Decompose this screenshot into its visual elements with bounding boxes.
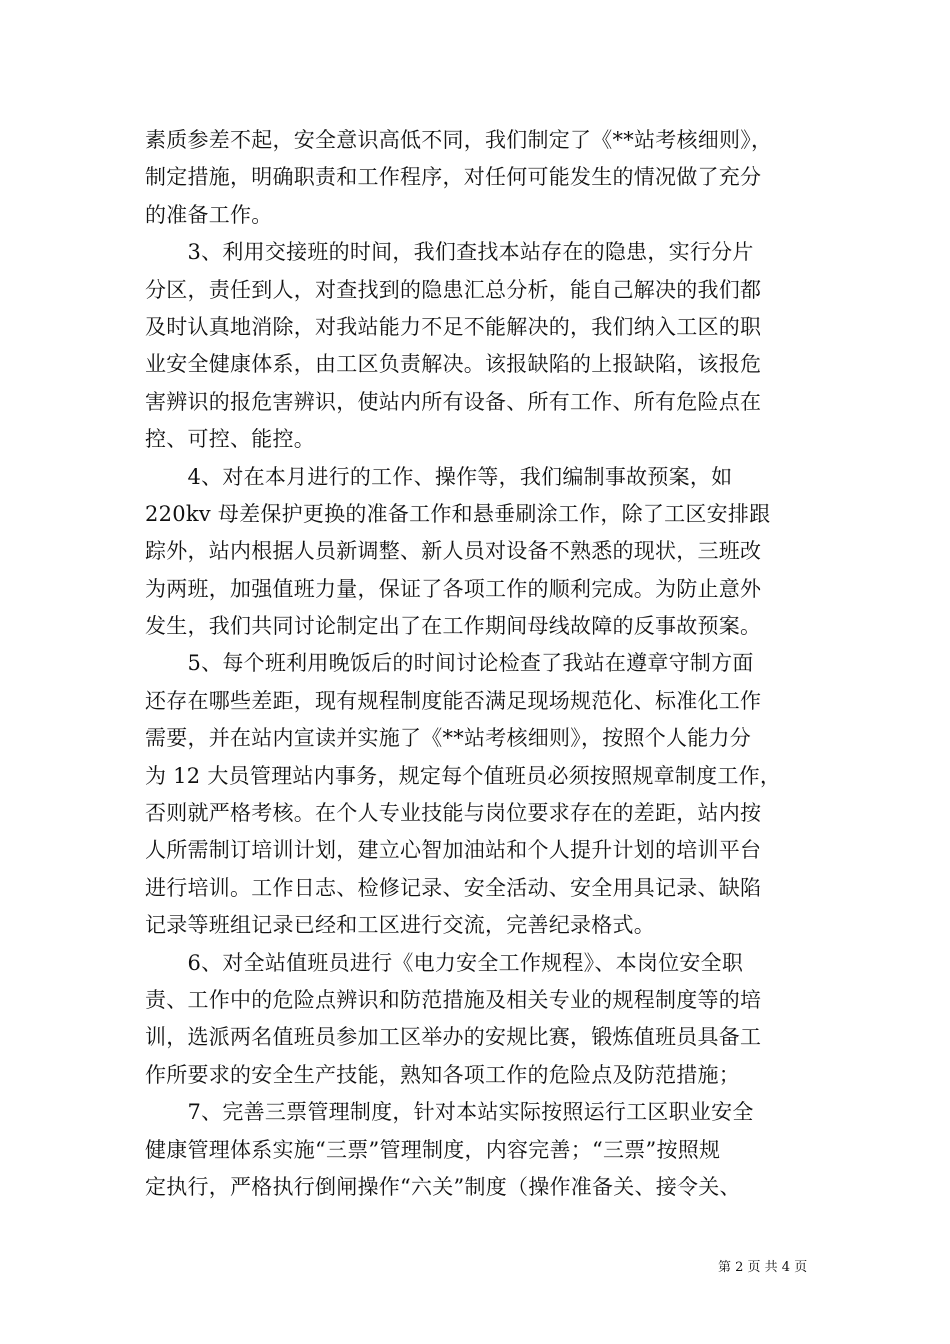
text-line: 业安全健康体系，由工区负责解决。该报缺陷的上报缺陷，该报危 — [145, 352, 762, 377]
text-line: 4、对在本月进行的工作、操作等，我们编制事故预案，如 — [145, 464, 733, 489]
text-line: 为两班，加强值班力量，保证了各项工作的顺利完成。为防止意外 — [145, 576, 762, 601]
text-line: 7、完善三票管理制度，针对本站实际按照运行工区职业安全 — [145, 1100, 754, 1125]
text-line: 还存在哪些差距，现有规程制度能否满足现场规范化、标准化工作 — [145, 688, 762, 713]
text-line: 5、每个班利用晚饭后的时间讨论检查了我站在遵章守制方面 — [145, 651, 754, 676]
text-line: 6、对全站值班员进行《电力安全工作规程》、本岗位安全职 — [145, 950, 744, 975]
text-line: 否则就严格考核。在个人专业技能与岗位要求存在的差距，站内按 — [145, 801, 762, 826]
text-line: 素质参差不起，安全意识高低不同，我们制定了《**站考核细则》， — [145, 128, 773, 152]
text-line: 需要，并在站内宣读并实施了《**站考核细则》，按照个人能力分 — [145, 726, 751, 751]
text-line: 分区，责任到人，对查找到的隐患汇总分析，能自己解决的我们都 — [145, 277, 762, 302]
text-line: 人所需制订培训计划，建立心智加油站和个人提升计划的培训平台 — [145, 838, 762, 863]
text-line: 作所要求的安全生产技能，熟知各项工作的危险点及防范措施； — [145, 1062, 740, 1087]
text-line: 记录等班组记录已经和工区进行交流，完善纪录格式。 — [145, 913, 655, 938]
text-line: 的准备工作。 — [145, 202, 273, 227]
text-line: 3、利用交接班的时间，我们查找本站存在的隐患，实行分片 — [145, 240, 754, 265]
text-line: 进行培训。工作日志、检修记录、安全活动、安全用具记录、缺陷 — [145, 875, 762, 900]
text-line: 为 12 大员管理站内事务，规定每个值班员必须按照规章制度工作， — [145, 763, 782, 788]
text-line: 训，选派两名值班员参加工区举办的安规比赛，锻炼值班员具备工 — [145, 1025, 762, 1050]
body-text — [145, 122, 810, 1206]
page-number-footer: 第 2 页 共 4 页 — [718, 1260, 808, 1275]
text-line: 健康管理体系实施“三票”管理制度，内容完善；“三票”按照规 — [145, 1137, 721, 1162]
text-line: 220kv 母差保护更换的准备工作和悬垂刷涂工作，除了工区安排跟 — [145, 501, 771, 526]
text-line: 害辨识的报危害辨识，使站内所有设备、所有工作、所有危险点在 — [145, 389, 762, 414]
text-line: 责、工作中的危险点辨识和防范措施及相关专业的规程制度等的培 — [145, 987, 762, 1012]
text-line: 及时认真地消除，对我站能力不足不能解决的，我们纳入工区的职 — [145, 314, 762, 339]
text-line: 制定措施，明确职责和工作程序，对任何可能发生的情况做了充分 — [145, 165, 762, 190]
text-line: 控、可控、能控。 — [145, 427, 315, 452]
text-line: 踪外，站内根据人员新调整、新人员对设备不熟悉的现状，三班改 — [145, 539, 762, 564]
text-line: 发生，我们共同讨论制定出了在工作期间母线故障的反事故预案。 — [145, 614, 762, 639]
text-line: 定执行，严格执行倒闸操作“六关”制度（操作准备关、接令关、 — [145, 1174, 741, 1199]
